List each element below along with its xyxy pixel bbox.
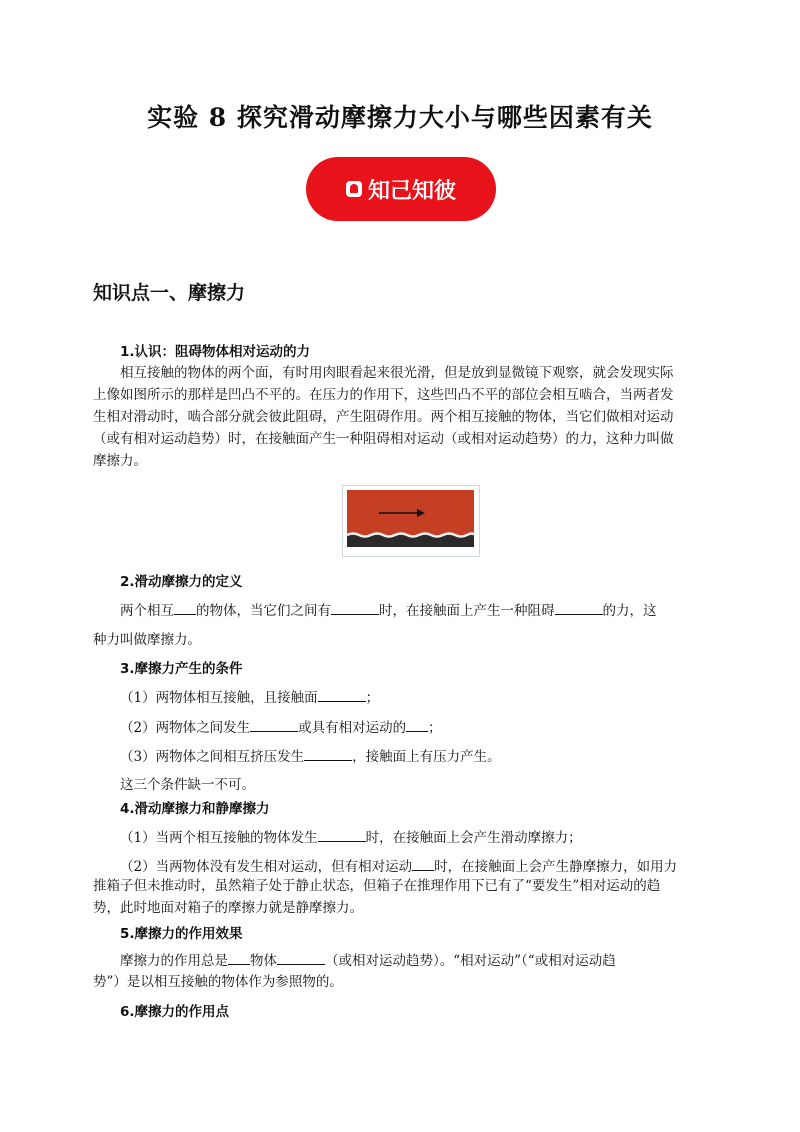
blank: [228, 950, 250, 965]
para-1-line-3: 生相对滑动时，啮合部分就会彼此阻碍，产生阻碍作用。两个相互接触的物体，当它们做相对运动: [93, 409, 674, 425]
friction-type-2-cont-2: 势，此时地面对箱子的摩擦力就是静摩擦力。: [93, 900, 363, 916]
blank: [331, 600, 379, 615]
definition-line-1: 两个相互 的物体，当它们之间有 时，在接触面上产生一种阻碍 的力，这: [120, 599, 657, 619]
effect-line-2: 势”）是以相互接触的物体作为参照物的。: [93, 974, 343, 990]
friction-type-1: （1）当两个相互接触的物体发生 时，在接触面上会产生滑动摩擦力；: [120, 826, 582, 846]
blank: [174, 600, 196, 615]
heading-1: 1.认识：阻碍物体相对运动的力: [120, 344, 311, 360]
home-icon: [346, 181, 362, 197]
condition-2: （2）两物体之间发生 或具有相对运动的 ；: [120, 716, 442, 736]
blank: [318, 827, 366, 842]
badge-label: 知己知彼: [367, 178, 456, 204]
para-1-line-1: 相互接触的物体的两个面，有时用肉眼看起来很光滑，但是放到显微镜下观察，就会发现实际: [120, 365, 674, 381]
heading-6: 6.摩擦力的作用点: [120, 1004, 230, 1020]
friction-surface-figure: [342, 485, 480, 557]
figure-rough-surface: [347, 532, 474, 538]
heading-2: 2.滑动摩擦力的定义: [120, 574, 243, 590]
badge-zhijizhibi: [306, 157, 496, 221]
heading-3: 3.摩擦力产生的条件: [120, 661, 243, 677]
blank: [318, 687, 366, 702]
blank: [250, 717, 298, 732]
friction-type-2: （2）当两物体没有发生相对运动，但有相对运动 时，在接触面上会产生静摩擦力，如用力: [120, 855, 677, 875]
blank: [406, 717, 428, 732]
friction-type-2-cont-1: 推箱子但未推动时，虽然箱子处于静止状态，但箱子在推理作用下已有了“要发生”相对运动的趋: [93, 878, 661, 894]
page-title: 实验 8 探究滑动摩擦力大小与哪些因素有关: [147, 103, 653, 132]
para-1-line-5: 摩擦力。: [93, 453, 147, 469]
arrow-right-icon: [379, 508, 425, 518]
definition-line-2: 种力叫做摩擦力。: [93, 632, 201, 648]
para-1-line-4: （或有相对运动趋势）时，在接触面产生一种阻碍相对运动（或相对运动趋势）的力，这种力叫做: [93, 431, 674, 447]
condition-3: （3）两物体之间相互挤压发生 ，接触面上有压力产生。: [120, 745, 501, 765]
heading-4: 4.滑动摩擦力和静摩擦力: [120, 801, 270, 817]
para-1-line-2: 上像如图所示的那样是凹凸不平的。在压力的作用下，这些凹凸不平的部位会相互啮合，当两者发: [93, 387, 674, 403]
blank: [555, 600, 603, 615]
condition-note: 这三个条件缺一不可。: [120, 777, 255, 793]
heading-5: 5.摩擦力的作用效果: [120, 926, 243, 942]
effect-line-1: 摩擦力的作用总是 物体 （或相对运动趋势）。“相对运动”（“或相对运动趋: [120, 949, 616, 969]
blank: [304, 746, 352, 761]
blank: [412, 856, 434, 871]
blank: [277, 950, 325, 965]
condition-1: （1）两物体相互接触，且接触面 ；: [120, 686, 379, 706]
section-heading: 知识点一、摩擦力: [93, 282, 246, 304]
